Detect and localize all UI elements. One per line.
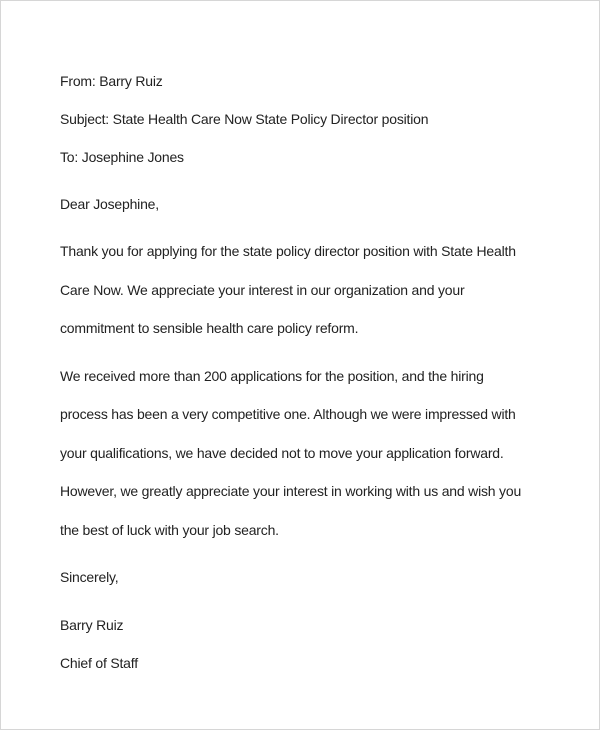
paragraph-line: commitment to sensible health care policy reform. (60, 320, 359, 336)
paragraph-1 (60, 232, 540, 348)
signature-name: Barry Ruiz (60, 617, 124, 633)
paragraph-line: process has been a very competitive one. Although we were impressed with (60, 406, 516, 422)
paragraph-line: your qualifications, we have decided not to move your application forward. (60, 444, 504, 461)
paragraph-line: the best of luck with your job search. (60, 521, 279, 538)
closing: Sincerely, (60, 569, 119, 585)
greeting: Dear Josephine, (60, 196, 159, 212)
to-line: To: Josephine Jones (60, 149, 184, 165)
paragraph-line: However, we greatly appreciate your interest in working with us and wish you (60, 483, 522, 499)
paragraph-line: We received more than 200 applications for the position, and the hiring (60, 367, 484, 384)
paragraph-line: Care Now. We appreciate your interest in our organization and your (60, 281, 465, 298)
paragraph-2 (60, 357, 540, 550)
letter-body (60, 62, 540, 682)
signature-title: Chief of Staff (60, 655, 138, 671)
from-line: From: Barry Ruiz (60, 73, 163, 89)
subject-line: Subject: State Health Care Now State Policy Director position (60, 111, 429, 127)
paragraph-line: Thank you for applying for the state policy director position with State Health (60, 243, 516, 259)
